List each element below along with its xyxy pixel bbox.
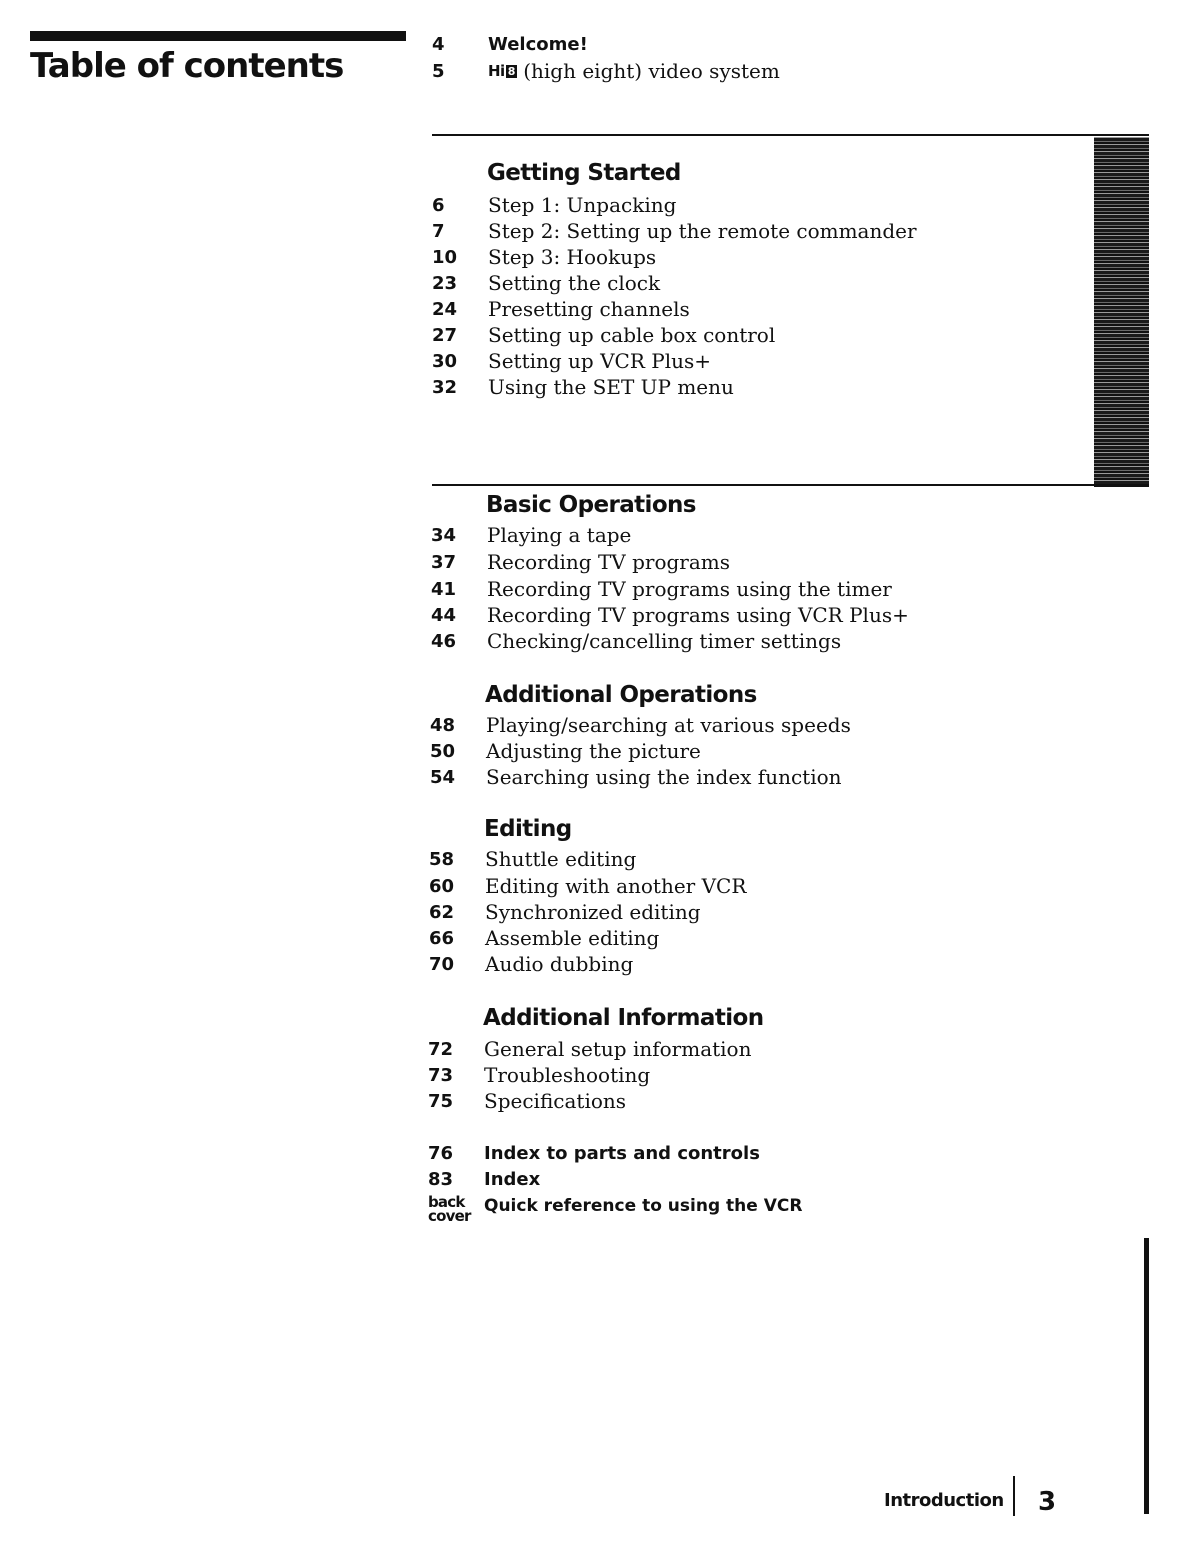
toc-page-number: 72 xyxy=(428,1039,454,1060)
toc-page-number: 30 xyxy=(432,351,458,372)
page-edge-bar xyxy=(1144,1238,1149,1514)
toc-page-number: 73 xyxy=(428,1065,454,1086)
toc-entry-label: Step 3: Hookups xyxy=(488,245,657,269)
section-heading-additional-operations: Additional Operations xyxy=(485,682,757,708)
toc-entry-label: Using the SET UP menu xyxy=(488,375,734,399)
toc-page-number: 50 xyxy=(430,741,456,762)
section-heading-getting-started: Getting Started xyxy=(487,160,681,186)
toc-page-number: 6 xyxy=(432,195,445,216)
toc-entry-label: Audio dubbing xyxy=(485,952,634,976)
toc-entry-label: Index xyxy=(484,1169,541,1190)
toc-entry-label: Checking/cancelling timer settings xyxy=(487,629,842,653)
section-heading-basic-operations: Basic Operations xyxy=(486,492,696,518)
section-rule-bottom xyxy=(432,484,1149,486)
title-rule xyxy=(30,31,406,41)
toc-page-number: 5 xyxy=(432,61,445,82)
toc-page-number: 34 xyxy=(431,525,457,546)
section-tab-marker xyxy=(1094,137,1149,487)
toc-entry-label: Adjusting the picture xyxy=(486,739,701,763)
toc-page-number: 23 xyxy=(432,273,458,294)
page-number: 3 xyxy=(1038,1487,1057,1517)
toc-page-number: 70 xyxy=(429,954,455,975)
toc-entry-label: Index to parts and controls xyxy=(484,1143,760,1164)
toc-page-number: 54 xyxy=(430,767,456,788)
toc-entry-label: Recording TV programs xyxy=(487,550,730,574)
toc-page-number: 46 xyxy=(431,631,457,652)
toc-page-number: 76 xyxy=(428,1143,454,1164)
back-cover-line2: cover xyxy=(428,1207,471,1225)
toc-page-number: 75 xyxy=(428,1091,454,1112)
toc-entry-label: Recording TV programs using VCR Plus+ xyxy=(487,603,909,627)
toc-page-number: 58 xyxy=(429,849,455,870)
toc-page-number: 24 xyxy=(432,299,458,320)
toc-page-number: 4 xyxy=(432,34,445,55)
footer-separator xyxy=(1013,1476,1015,1516)
toc-entry-label: Searching using the index function xyxy=(486,765,842,789)
toc-entry-label: Playing a tape xyxy=(487,523,632,547)
toc-entry-label: Quick reference to using the VCR xyxy=(484,1196,803,1216)
toc-entry-label: Shuttle editing xyxy=(485,847,637,871)
toc-page-number: 32 xyxy=(432,377,458,398)
hi8-logo-icon: Hi 8 xyxy=(488,62,515,80)
toc-entry-label-wrap xyxy=(488,59,780,83)
toc-entry-label: Welcome! xyxy=(488,34,588,55)
toc-page-number: 41 xyxy=(431,579,457,600)
toc-page-number: 66 xyxy=(429,928,455,949)
toc-entry-label: Editing with another VCR xyxy=(485,874,747,898)
toc-page-number: 27 xyxy=(432,325,458,346)
toc-page-number: 60 xyxy=(429,876,455,897)
toc-entry-label: Playing/searching at various speeds xyxy=(486,713,851,737)
section-heading-additional-information: Additional Information xyxy=(483,1005,764,1031)
back-cover-line1: back xyxy=(428,1193,465,1211)
toc-entry-label: Synchronized editing xyxy=(485,900,701,924)
toc-page-number: 62 xyxy=(429,902,455,923)
toc-entry-label: Specifications xyxy=(484,1089,627,1113)
footer-section-label: Introduction xyxy=(884,1490,1004,1511)
toc-entry-label: Setting the clock xyxy=(488,271,661,295)
toc-page-number: 10 xyxy=(432,247,458,268)
toc-page-number: 48 xyxy=(430,715,456,736)
toc-entry-label: Recording TV programs using the timer xyxy=(487,577,892,601)
toc-entry-label: General setup information xyxy=(484,1037,752,1061)
toc-page-number xyxy=(428,1195,478,1223)
toc-entry-label: Troubleshooting xyxy=(484,1063,651,1087)
toc-page-number: 44 xyxy=(431,605,457,626)
toc-page-number: 83 xyxy=(428,1169,454,1190)
toc-entry-label: Presetting channels xyxy=(488,297,690,321)
toc-page-number: 7 xyxy=(432,221,445,242)
toc-entry-label: (high eight) video system xyxy=(523,59,780,83)
toc-entry-label: Step 2: Setting up the remote commander xyxy=(488,219,917,243)
section-rule-top xyxy=(432,134,1149,136)
toc-entry-label: Step 1: Unpacking xyxy=(488,193,677,217)
section-heading-editing: Editing xyxy=(484,816,572,842)
toc-entry-label: Assemble editing xyxy=(485,926,660,950)
toc-entry-label: Setting up cable box control xyxy=(488,323,776,347)
toc-page-number: 37 xyxy=(431,552,457,573)
page-title: Table of contents xyxy=(30,46,344,86)
toc-entry-label: Setting up VCR Plus+ xyxy=(488,349,712,373)
